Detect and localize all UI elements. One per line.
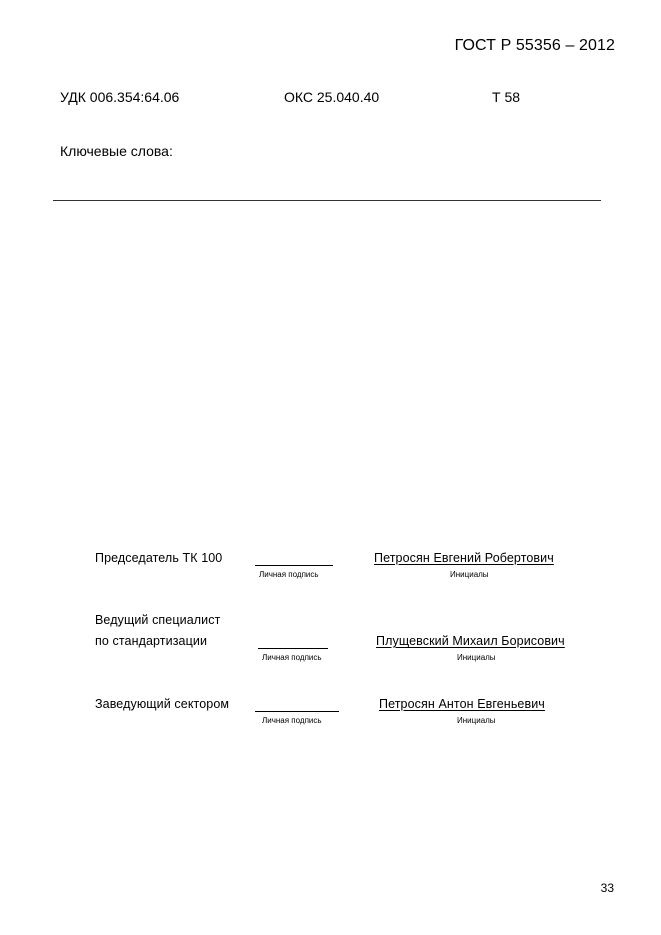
signature-caption: Личная подпись xyxy=(259,570,319,579)
signer-role-line-2: по стандартизации xyxy=(95,634,208,648)
signer-name: Плущевский Михаил Борисович xyxy=(376,634,565,648)
keywords-label: Ключевые слова: xyxy=(60,143,173,159)
page-number: 33 xyxy=(600,881,614,895)
signer-role: Председатель ТК 100 xyxy=(95,551,223,565)
horizontal-divider xyxy=(53,200,601,201)
signature-caption: Личная подпись xyxy=(262,716,322,725)
signature-line xyxy=(258,648,328,649)
signer-role-line-1: Ведущий специалист xyxy=(95,613,221,627)
oks-code: ОКС 25.040.40 xyxy=(284,89,380,105)
signer-name: Петросян Евгений Робертович xyxy=(374,551,554,565)
signature-line xyxy=(255,711,339,712)
initials-caption: Инициалы xyxy=(450,570,489,579)
t-code: Т 58 xyxy=(492,89,521,105)
signer-name: Петросян Антон Евгеньевич xyxy=(379,697,545,711)
document-code: ГОСТ Р 55356 – 2012 xyxy=(454,37,615,54)
udk-code: УДК 006.354:64.06 xyxy=(60,89,180,105)
signature-caption: Личная подпись xyxy=(262,653,322,662)
signer-role: Заведующий сектором xyxy=(95,697,230,711)
initials-caption: Инициалы xyxy=(457,716,496,725)
initials-caption: Инициалы xyxy=(457,653,496,662)
signature-line xyxy=(255,565,333,566)
